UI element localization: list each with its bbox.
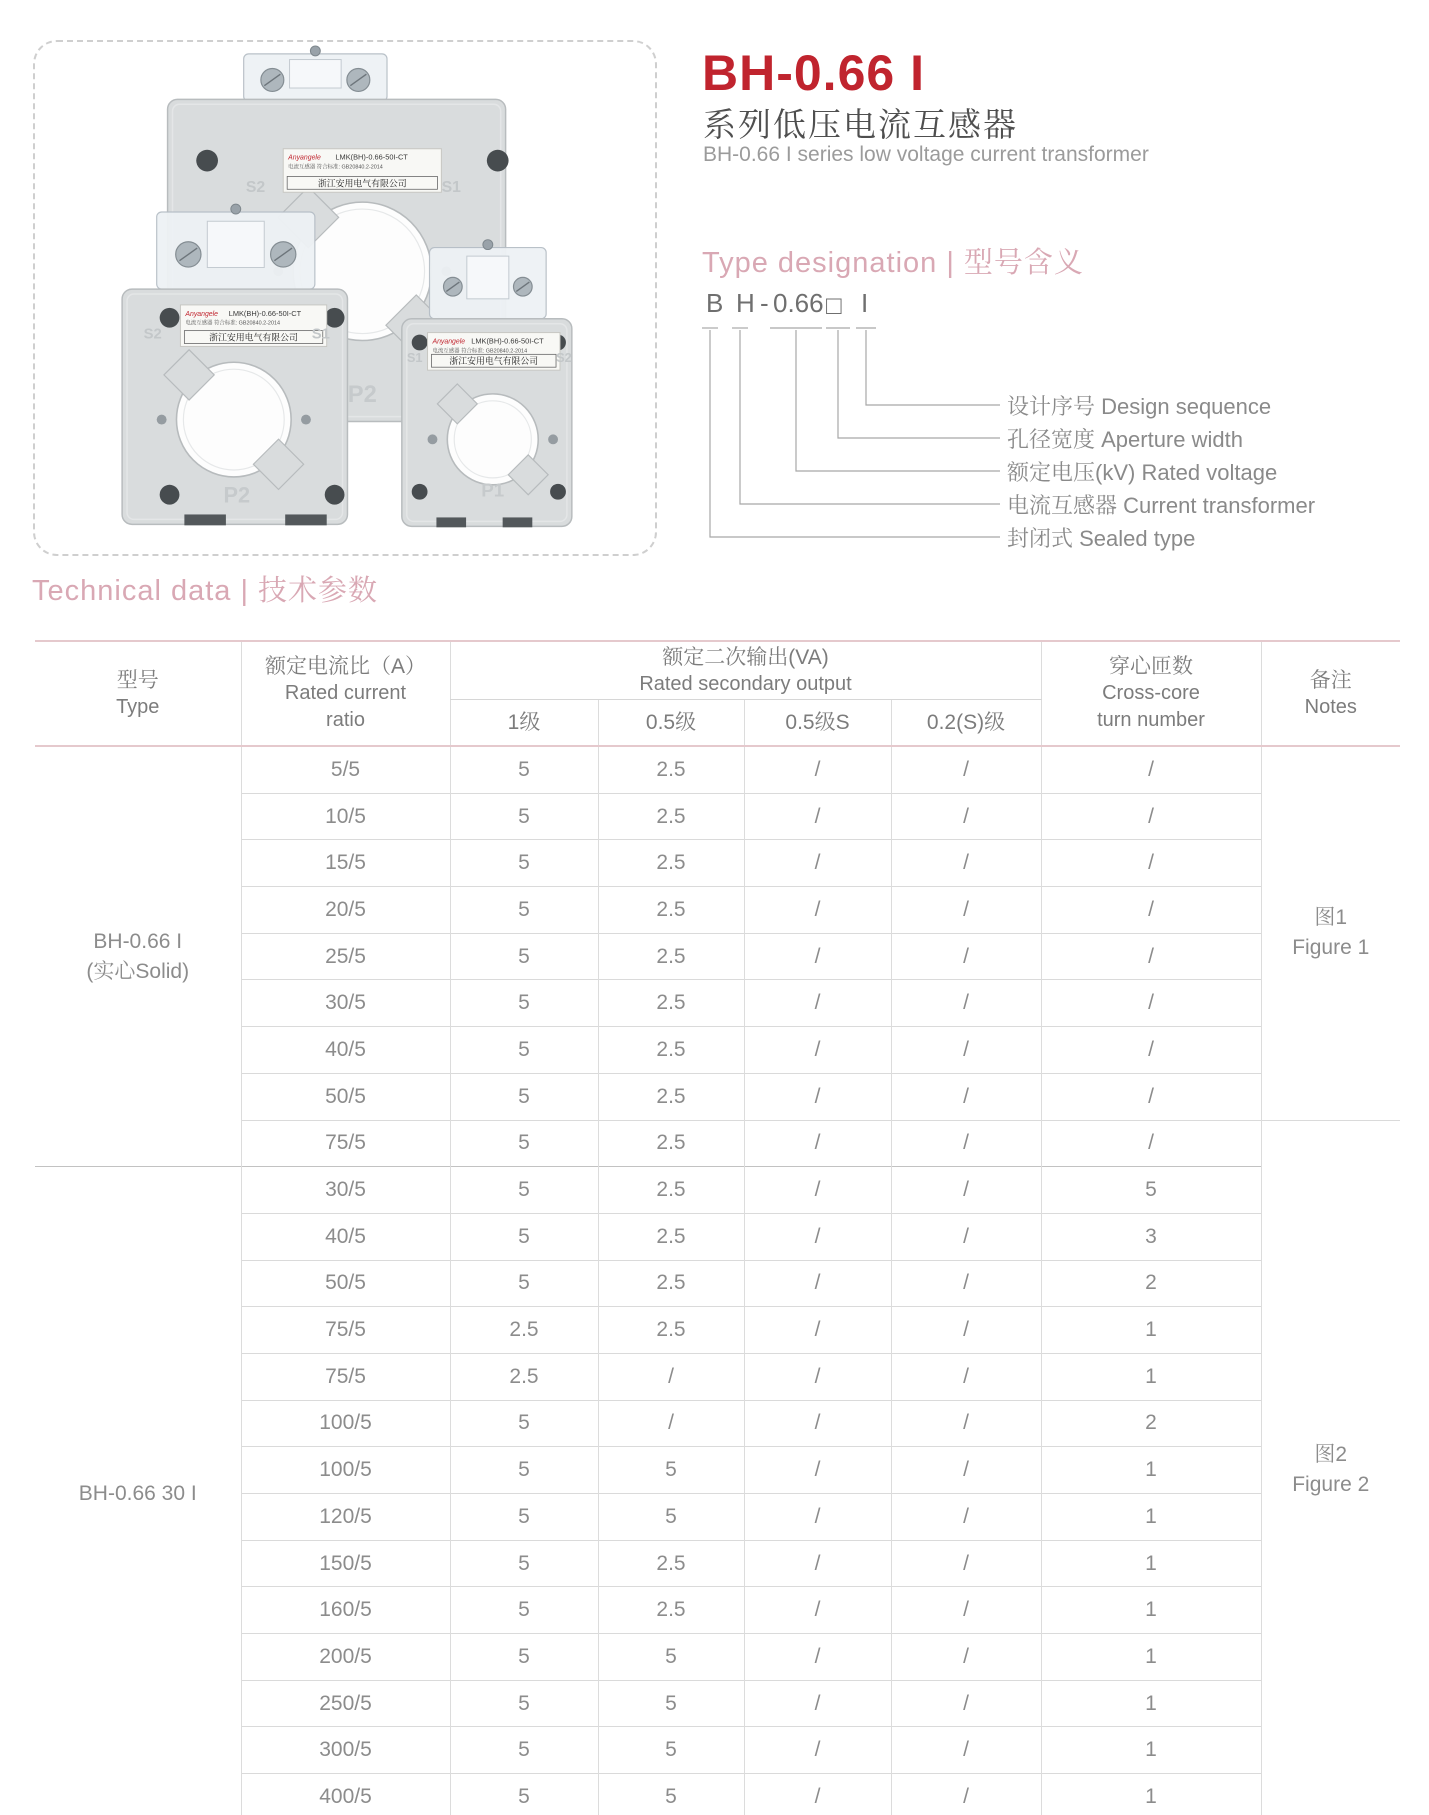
product-photo-panel — [33, 40, 657, 556]
output-cell: / — [744, 1494, 891, 1541]
output-cell: 5 — [450, 1400, 598, 1447]
ratio-cell: 25/5 — [241, 933, 450, 980]
output-cell: / — [598, 1400, 744, 1447]
ratio-cell: 100/5 — [241, 1400, 450, 1447]
ct-mark-bottom: P2 — [347, 381, 377, 408]
core-cell: 1 — [1041, 1494, 1261, 1541]
ratio-cell: 10/5 — [241, 793, 450, 840]
output-cell: 2.5 — [598, 933, 744, 980]
output-cell: / — [744, 840, 891, 887]
output-cell: 2.5 — [598, 1260, 744, 1307]
core-cell: / — [1041, 1073, 1261, 1120]
col-header-type: 型号 Type — [35, 641, 241, 746]
output-cell: 5 — [450, 933, 598, 980]
output-cell: / — [891, 840, 1041, 887]
output-cell: 2.5 — [598, 1540, 744, 1587]
page-subtitle-cn: 系列低压电流互感器 — [703, 106, 1018, 143]
ratio-cell: 40/5 — [241, 1213, 450, 1260]
core-cell: 2 — [1041, 1260, 1261, 1307]
output-cell: / — [744, 1774, 891, 1815]
core-cell: 1 — [1041, 1727, 1261, 1774]
core-cell: 1 — [1041, 1634, 1261, 1681]
core-cell: 1 — [1041, 1540, 1261, 1587]
output-cell: 5 — [450, 887, 598, 934]
ratio-cell: 75/5 — [241, 1120, 450, 1167]
output-cell: 2.5 — [598, 840, 744, 887]
ratio-cell: 100/5 — [241, 1447, 450, 1494]
ratio-cell: 40/5 — [241, 1027, 450, 1074]
designation-token: B — [706, 290, 724, 318]
ct-medium — [122, 204, 347, 525]
output-cell: 5 — [450, 1587, 598, 1634]
output-cell: / — [744, 1540, 891, 1587]
output-cell: 5 — [450, 1120, 598, 1167]
ct-mark-bottom: P2 — [223, 482, 251, 508]
core-cell: 1 — [1041, 1447, 1261, 1494]
core-cell: / — [1041, 933, 1261, 980]
ct-mark-left: S2 — [143, 326, 162, 343]
output-cell: 5 — [450, 1447, 598, 1494]
ratio-cell: 20/5 — [241, 887, 450, 934]
output-cell: / — [891, 1400, 1041, 1447]
output-cell: / — [891, 1774, 1041, 1815]
designation-token: 0.66 — [773, 290, 824, 318]
ct-label-company: 浙江安用电气有限公司 — [209, 332, 298, 343]
page-title: BH-0.66 I — [702, 45, 925, 101]
ct-label-model: LMK(BH)-0.66-50I-CT — [228, 308, 302, 318]
output-cell: 5 — [450, 1494, 598, 1541]
output-cell: / — [891, 1494, 1041, 1541]
core-cell: 2 — [1041, 1400, 1261, 1447]
output-cell: / — [744, 1167, 891, 1214]
core-cell: / — [1041, 1027, 1261, 1074]
section-heading-type-designation: Type designation | 型号含义 — [702, 247, 1084, 279]
ratio-cell: 75/5 — [241, 1353, 450, 1400]
output-cell: / — [891, 1167, 1041, 1214]
core-cell: 1 — [1041, 1774, 1261, 1815]
page-subtitle-en: BH-0.66 I series low voltage current transformer — [703, 143, 1149, 166]
ratio-cell: 75/5 — [241, 1307, 450, 1354]
output-cell: / — [744, 1353, 891, 1400]
output-cell: / — [891, 1680, 1041, 1727]
ct-label-logo: Anyangele — [288, 154, 321, 162]
ratio-cell: 200/5 — [241, 1634, 450, 1681]
designation-token: I — [861, 290, 869, 318]
output-cell: 5 — [450, 1167, 598, 1214]
core-cell: 5 — [1041, 1167, 1261, 1214]
output-cell: 5 — [598, 1727, 744, 1774]
output-cell: / — [891, 1727, 1041, 1774]
type-group-cell: BH-0.66 I (实心Solid) — [35, 746, 241, 1167]
output-cell: 2.5 — [598, 1587, 744, 1634]
output-cell: 2.5 — [598, 1120, 744, 1167]
type-group-cell: BH-0.66 30 I — [35, 1167, 241, 1815]
col-header-class-0p5s: 0.5级S — [744, 700, 891, 747]
output-cell: / — [891, 933, 1041, 980]
designation-tree — [700, 290, 1340, 560]
output-cell: 5 — [598, 1447, 744, 1494]
designation-label-rated-voltage: 额定电压(kV) Rated voltage — [1007, 460, 1278, 485]
output-cell: 2.5 — [598, 980, 744, 1027]
output-cell: / — [744, 746, 891, 793]
output-cell: / — [598, 1353, 744, 1400]
output-cell: / — [891, 746, 1041, 793]
output-cell: 2.5 — [450, 1353, 598, 1400]
output-cell: / — [744, 1400, 891, 1447]
ct-label-standard: 电流互感器 符合标准: GB20840.2-2014 — [185, 320, 280, 327]
output-cell: 2.5 — [598, 887, 744, 934]
core-cell: / — [1041, 793, 1261, 840]
output-cell: / — [744, 1027, 891, 1074]
output-cell: 5 — [450, 840, 598, 887]
ct-mark-right: S2 — [556, 350, 572, 366]
notes-cell: 图2 Figure 2 — [1261, 1120, 1400, 1815]
ratio-cell: 15/5 — [241, 840, 450, 887]
ct-mark-left: S2 — [245, 179, 266, 197]
core-cell: / — [1041, 746, 1261, 793]
ratio-cell: 160/5 — [241, 1587, 450, 1634]
col-header-cross-core-turns: 穿心匝数 Cross-core turn number — [1041, 641, 1261, 746]
output-cell: 5 — [450, 746, 598, 793]
ratio-cell: 30/5 — [241, 1167, 450, 1214]
section-heading-technical-data: Technical data | 技术参数 — [32, 575, 379, 607]
output-cell: 5 — [450, 1680, 598, 1727]
ct-label-model: LMK(BH)-0.66-50I-CT — [471, 336, 544, 346]
output-cell: 5 — [450, 1027, 598, 1074]
ratio-cell: 30/5 — [241, 980, 450, 1027]
output-cell: 2.5 — [598, 746, 744, 793]
ct-label-standard: 电流互感器 符合标准: GB20840.2-2014 — [288, 164, 383, 171]
output-cell: / — [891, 980, 1041, 1027]
core-cell: / — [1041, 840, 1261, 887]
output-cell: / — [744, 1260, 891, 1307]
output-cell: / — [891, 1073, 1041, 1120]
ratio-cell: 50/5 — [241, 1073, 450, 1120]
ct-label-company: 浙江安用电气有限公司 — [317, 178, 407, 189]
core-cell: 1 — [1041, 1680, 1261, 1727]
core-cell: / — [1041, 980, 1261, 1027]
col-header-rated-secondary-output: 额定二次输出(VA) Rated secondary output — [450, 641, 1041, 700]
output-cell: 5 — [450, 1774, 598, 1815]
output-cell: / — [891, 1634, 1041, 1681]
col-header-notes: 备注 Notes — [1261, 641, 1400, 746]
output-cell: / — [744, 933, 891, 980]
output-cell: / — [891, 887, 1041, 934]
output-cell: / — [744, 1587, 891, 1634]
output-cell: 5 — [450, 793, 598, 840]
designation-token: - — [760, 290, 769, 318]
ct-mark-right: S1 — [441, 179, 461, 197]
col-header-class-0p2s: 0.2(S)级 — [891, 700, 1041, 747]
output-cell: 2.5 — [450, 1307, 598, 1354]
ratio-cell: 400/5 — [241, 1774, 450, 1815]
designation-label-sealed-type: 封闭式 Sealed type — [1007, 526, 1196, 551]
output-cell: / — [744, 1213, 891, 1260]
designation-label-current-transformer: 电流互感器 Current transformer — [1007, 493, 1316, 518]
output-cell: / — [744, 1634, 891, 1681]
output-cell: / — [891, 1260, 1041, 1307]
output-cell: / — [744, 1727, 891, 1774]
output-cell: / — [891, 793, 1041, 840]
ct-label-standard: 电流互感器 符合标准: GB20840.2-2014 — [432, 348, 528, 355]
core-cell: 1 — [1041, 1587, 1261, 1634]
output-cell: 2.5 — [598, 1307, 744, 1354]
output-cell: / — [891, 1353, 1041, 1400]
output-cell: 5 — [450, 1727, 598, 1774]
output-cell: / — [744, 793, 891, 840]
designation-token: □ — [826, 290, 842, 320]
ct-label-logo: Anyangele — [432, 338, 466, 346]
ratio-cell: 150/5 — [241, 1540, 450, 1587]
current-transformer-photo — [35, 42, 655, 554]
output-cell: 2.5 — [598, 1213, 744, 1260]
output-cell: / — [891, 1213, 1041, 1260]
core-cell: 3 — [1041, 1213, 1261, 1260]
output-cell: 5 — [598, 1494, 744, 1541]
output-cell: 5 — [598, 1680, 744, 1727]
output-cell: 2.5 — [598, 1027, 744, 1074]
output-cell: 5 — [450, 1073, 598, 1120]
designation-label-aperture-width: 孔径宽度 Aperture width — [1007, 427, 1243, 452]
ct-label-company: 浙江安用电气有限公司 — [449, 356, 539, 367]
output-cell: / — [891, 1540, 1041, 1587]
ratio-cell: 5/5 — [241, 746, 450, 793]
output-cell: / — [891, 1447, 1041, 1494]
ct-label-logo: Anyangele — [185, 310, 219, 318]
output-cell: 5 — [450, 980, 598, 1027]
ratio-cell: 50/5 — [241, 1260, 450, 1307]
ratio-cell: 300/5 — [241, 1727, 450, 1774]
table-row — [35, 1167, 1400, 1214]
output-cell: 5 — [450, 1540, 598, 1587]
table-row — [35, 746, 1400, 793]
ratio-cell: 250/5 — [241, 1680, 450, 1727]
output-cell: 5 — [450, 1213, 598, 1260]
output-cell: / — [744, 980, 891, 1027]
output-cell: 2.5 — [598, 793, 744, 840]
output-cell: 2.5 — [598, 1073, 744, 1120]
output-cell: / — [891, 1027, 1041, 1074]
output-cell: / — [744, 1447, 891, 1494]
core-cell: 1 — [1041, 1307, 1261, 1354]
core-cell: / — [1041, 887, 1261, 934]
output-cell: / — [891, 1307, 1041, 1354]
ct-mark-right: S1 — [311, 326, 330, 343]
output-cell: / — [891, 1587, 1041, 1634]
output-cell: / — [744, 1120, 891, 1167]
output-cell: 5 — [450, 1260, 598, 1307]
notes-cell: 图1 Figure 1 — [1261, 746, 1400, 1120]
ratio-cell: 120/5 — [241, 1494, 450, 1541]
output-cell: 2.5 — [598, 1167, 744, 1214]
output-cell: / — [744, 1680, 891, 1727]
output-cell: 5 — [450, 1634, 598, 1681]
designation-token: H — [736, 290, 755, 318]
output-cell: / — [744, 1307, 891, 1354]
col-header-rated-current-ratio: 额定电流比（A） Rated current ratio — [241, 641, 450, 746]
col-header-class-0p5: 0.5级 — [598, 700, 744, 747]
ct-label-model: LMK(BH)-0.66-50I-CT — [335, 152, 408, 162]
designation-label-design-sequence: 设计序号 Design sequence — [1007, 394, 1272, 419]
output-cell: / — [744, 887, 891, 934]
ct-mark-bottom: P1 — [481, 479, 505, 501]
technical-data-table — [35, 640, 1400, 1815]
core-cell: / — [1041, 1120, 1261, 1167]
output-cell: / — [891, 1120, 1041, 1167]
output-cell: 5 — [598, 1774, 744, 1815]
output-cell: 5 — [598, 1634, 744, 1681]
ct-mark-left: S1 — [406, 350, 423, 366]
col-header-class-1: 1级 — [450, 700, 598, 747]
core-cell: 1 — [1041, 1353, 1261, 1400]
output-cell: / — [744, 1073, 891, 1120]
